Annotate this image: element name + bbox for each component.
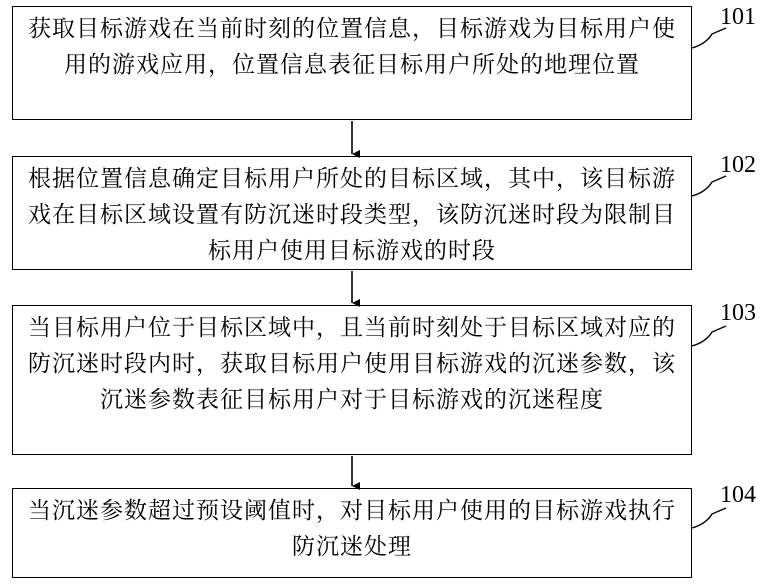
step-number-102: 102 (720, 152, 756, 178)
step-text-104: 当沉迷参数超过预设阈值时，对目标用户使用的目标游戏执行防沉迷处理 (28, 498, 676, 560)
leader-line-102 (692, 176, 726, 196)
step-number-103: 103 (720, 300, 756, 326)
leader-line-103 (692, 326, 726, 346)
step-text-103: 当目标用户位于目标区域中，且当前时刻处于目标区域对应的防沉迷时段内时，获取目标用户使用目标游戏的沉迷参数，该沉迷参数表征目标用户对于目标游戏的沉迷程度 (28, 315, 676, 413)
leader-line-101 (692, 28, 726, 48)
step-text-101: 获取目标游戏在当前时刻的位置信息，目标游戏为目标用户使用的游戏应用，位置信息表征目标用户所处的地理位置 (28, 16, 676, 78)
leader-line-104 (692, 508, 726, 528)
step-text-102: 根据位置信息确定目标用户所处的目标区域，其中，该目标游戏在目标区域设置有防沉迷时段类型，该防沉迷时段为限制目标用户使用目标游戏的时段 (28, 166, 676, 264)
step-number-101: 101 (720, 4, 756, 30)
step-number-104: 104 (720, 482, 756, 508)
